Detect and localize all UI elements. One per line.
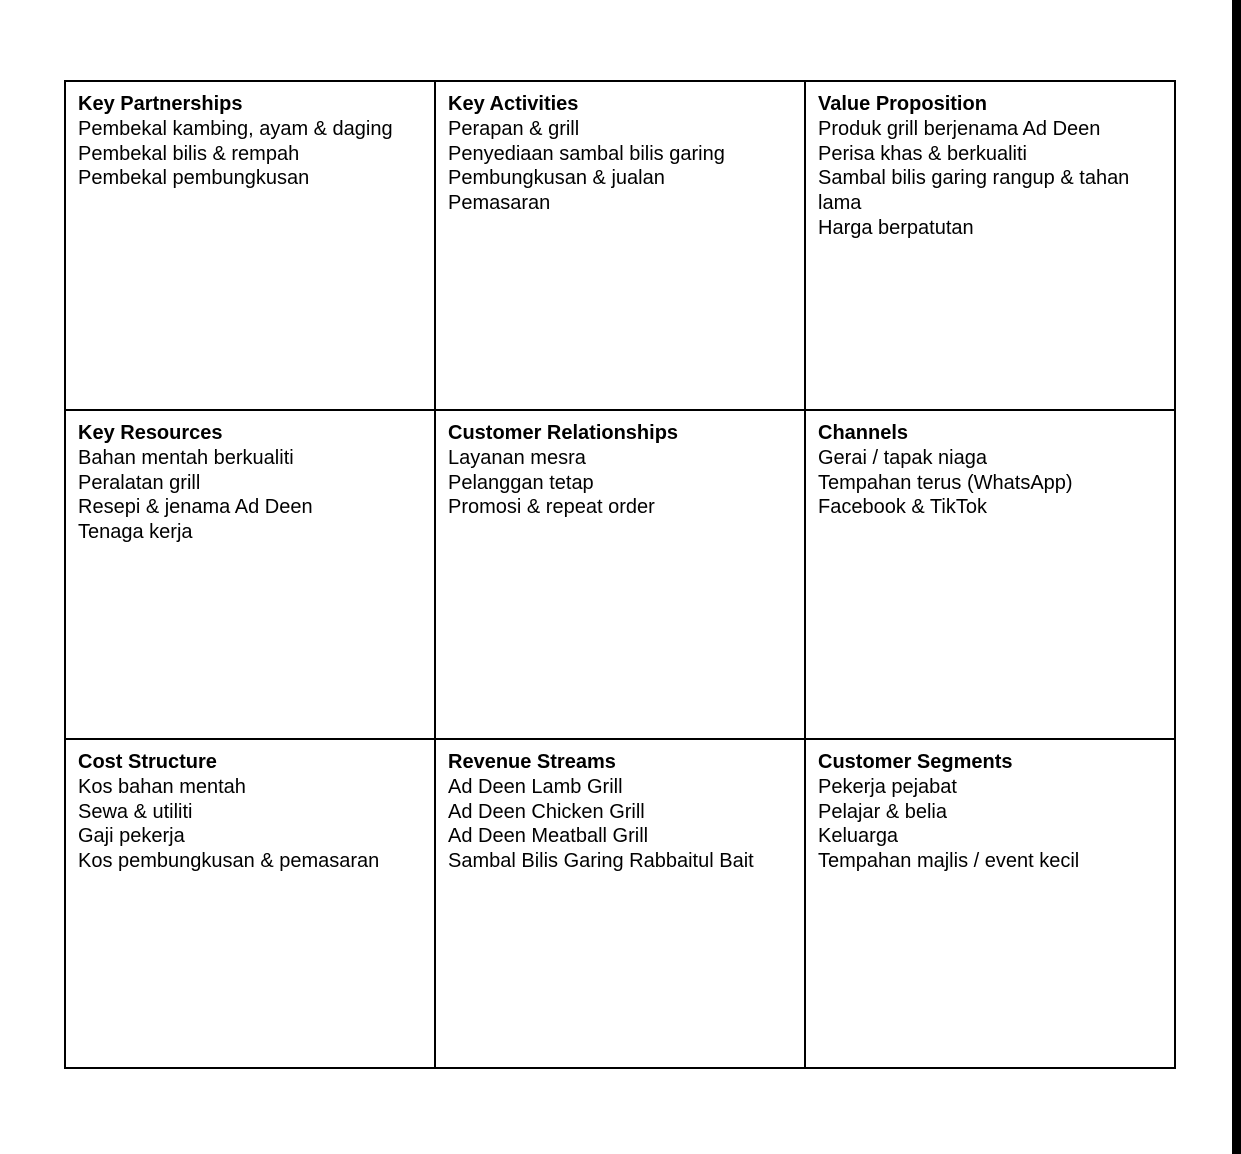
list-item: Layanan mesra — [448, 447, 586, 469]
cell-title: Key Partnerships — [78, 93, 243, 115]
list-item: Resepi & jenama Ad Deen — [78, 496, 313, 519]
list-item: Facebook & TikTok — [818, 496, 987, 519]
list-item: Peralatan grill — [78, 471, 201, 494]
cell-title: Cost Structure — [78, 751, 217, 773]
cell-title: Channels — [818, 422, 909, 444]
list-item: Kos bahan mentah — [78, 776, 246, 798]
list-item: Pelanggan tetap — [448, 471, 594, 494]
window-edge — [1232, 0, 1241, 1154]
cell-title: Value Proposition — [818, 93, 987, 115]
list-item: Tenaga kerja — [78, 521, 193, 544]
list-item: Pembungkusan & jualan — [448, 167, 665, 190]
list-item: Pembekal bilis & rempah — [78, 142, 300, 165]
list-item: Keluarga — [818, 825, 899, 848]
cell-key-resources — [66, 411, 436, 740]
list-item: Promosi & repeat order — [448, 496, 655, 519]
cell-value-proposition — [806, 82, 1174, 411]
list-item: Pembekal pembungkusan — [78, 167, 310, 190]
cell-customer-segments — [806, 740, 1174, 1067]
cell-list — [818, 446, 1162, 520]
cell-title: Key Activities — [448, 93, 579, 115]
list-item: Perisa khas & berkualiti — [818, 142, 1027, 165]
business-model-canvas — [64, 80, 1176, 1069]
cell-title: Key Resources — [78, 422, 223, 444]
list-item: Sambal Bilis Garing Rabbaitul Bait — [448, 850, 754, 873]
cell-customer-relationships — [436, 411, 806, 740]
cell-list — [78, 446, 422, 545]
list-item: Pemasaran — [448, 192, 551, 215]
list-item: Bahan mentah berkualiti — [78, 447, 294, 469]
cell-channels — [806, 411, 1174, 740]
list-item: Gaji pekerja — [78, 825, 185, 848]
cell-list — [78, 775, 422, 874]
list-item: Perapan & grill — [448, 118, 580, 140]
list-item: Ad Deen Lamb Grill — [448, 776, 623, 798]
cell-title: Revenue Streams — [448, 751, 616, 773]
list-item: Ad Deen Meatball Grill — [448, 825, 649, 848]
cell-list — [78, 117, 422, 191]
list-item: Ad Deen Chicken Grill — [448, 800, 645, 823]
cell-title: Customer Relationships — [448, 422, 679, 444]
cell-title: Customer Segments — [818, 751, 1013, 773]
list-item: Pembekal kambing, ayam & daging — [78, 118, 393, 140]
cell-list — [448, 446, 792, 520]
cell-cost-structure — [66, 740, 436, 1067]
cell-key-activities — [436, 82, 806, 411]
list-item: Kos pembungkusan & pemasaran — [78, 850, 380, 873]
list-item: Gerai / tapak niaga — [818, 447, 987, 469]
cell-key-partnerships — [66, 82, 436, 411]
list-item: Tempahan majlis / event kecil — [818, 850, 1080, 873]
list-item: Sambal bilis garing rangup & tahan lama — [818, 167, 1130, 215]
cell-revenue-streams — [436, 740, 806, 1067]
list-item: Pekerja pejabat — [818, 776, 957, 798]
list-item: Tempahan terus (WhatsApp) — [818, 471, 1073, 494]
cell-list — [448, 775, 792, 874]
list-item: Harga berpatutan — [818, 216, 974, 239]
list-item: Penyediaan sambal bilis garing — [448, 142, 725, 165]
list-item: Sewa & utiliti — [78, 800, 193, 823]
cell-list — [818, 775, 1162, 874]
cell-list — [448, 117, 792, 216]
list-item: Pelajar & belia — [818, 800, 947, 823]
list-item: Produk grill berjenama Ad Deen — [818, 118, 1101, 140]
cell-list — [818, 117, 1162, 241]
